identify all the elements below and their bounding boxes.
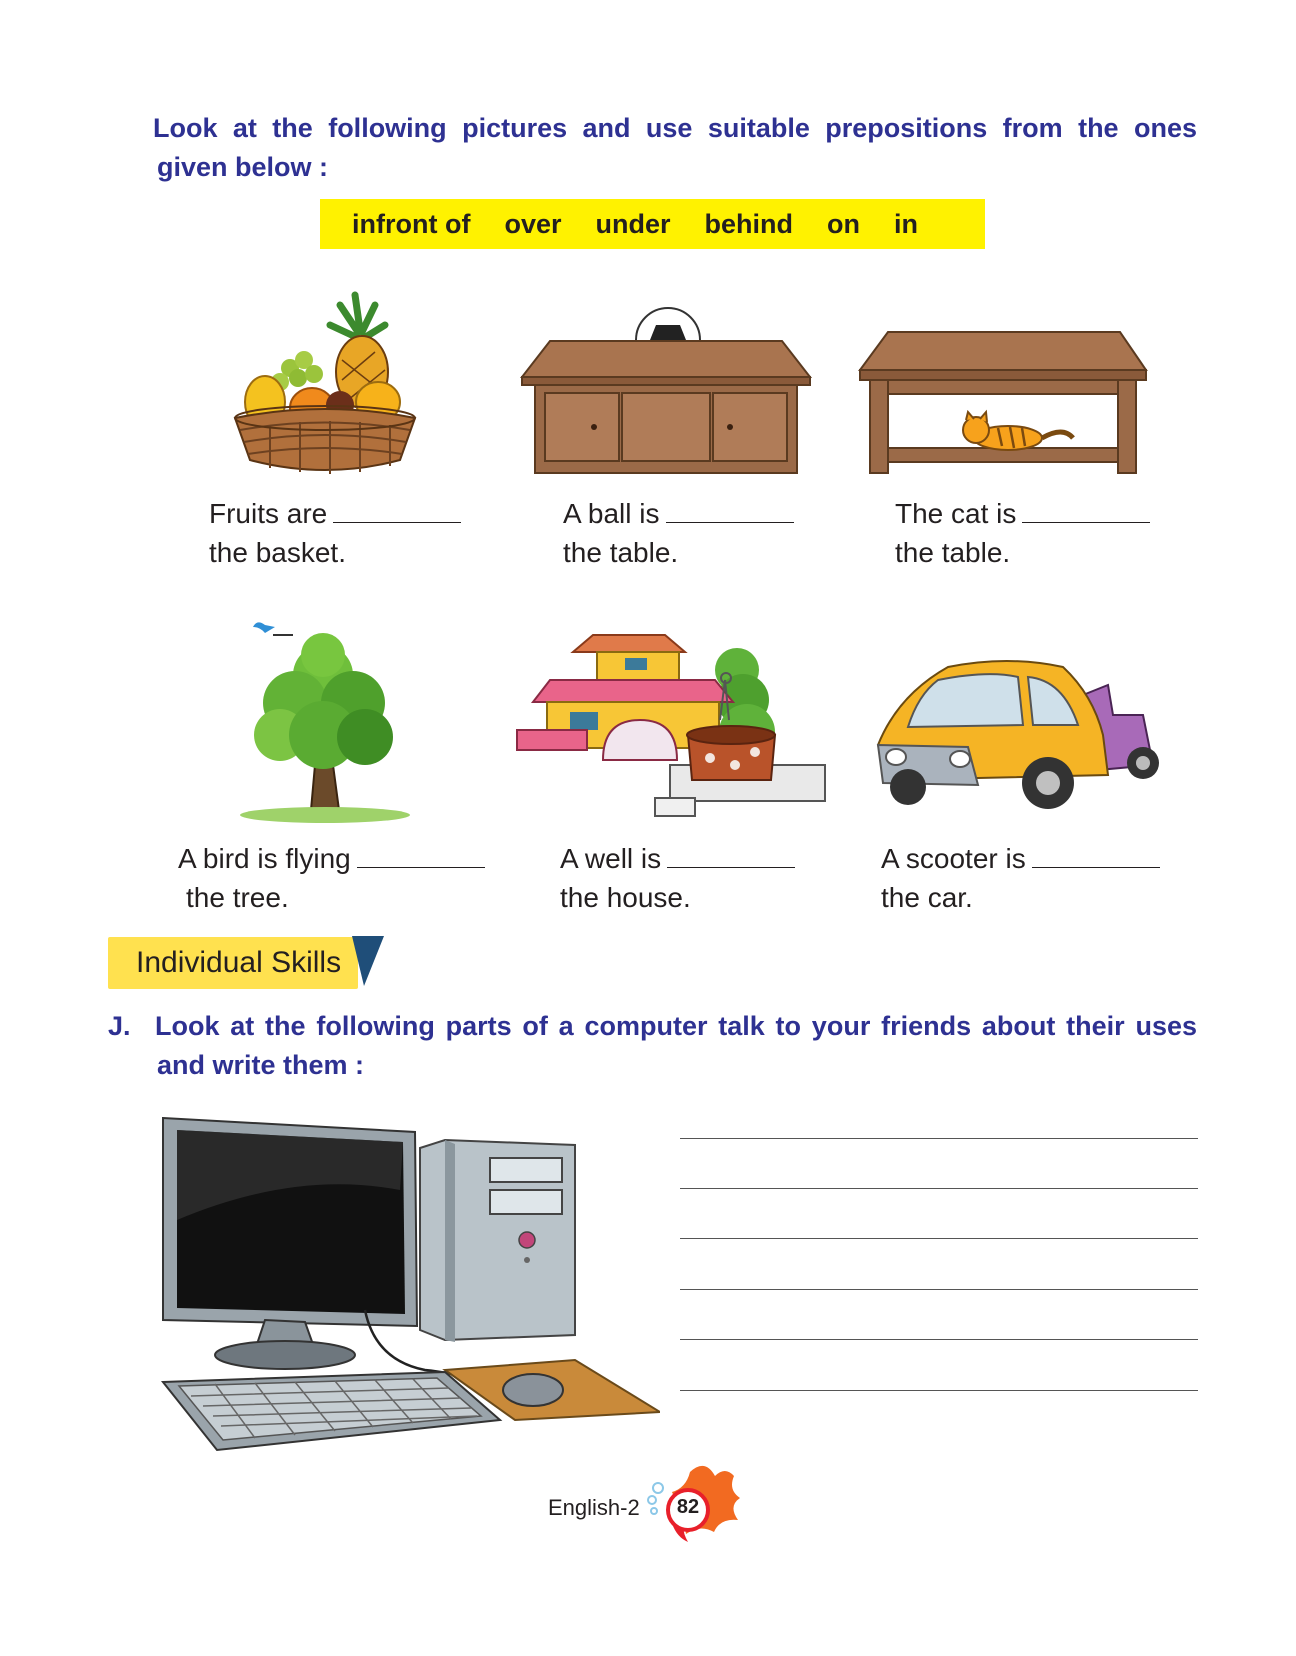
exercise-4-text: A bird is flying: [178, 843, 351, 874]
exercise-3-text: The cat is: [895, 498, 1017, 529]
answer-blank[interactable]: [333, 496, 461, 523]
cat-under-table-image: [858, 330, 1148, 475]
writing-line[interactable]: [680, 1238, 1198, 1239]
bird-over-tree-image: [235, 615, 415, 825]
banner-flag-icon: [350, 934, 386, 988]
well-in-front-of-house-image: [515, 620, 835, 825]
exercise-4: [178, 839, 485, 917]
exercise-1-text: Fruits are: [209, 498, 328, 529]
exercise-5-text-end: the house.: [560, 882, 691, 913]
exercise-4-text-end: the tree.: [186, 882, 289, 913]
writing-line[interactable]: [680, 1138, 1198, 1139]
exercise-5: [560, 839, 795, 917]
answer-blank[interactable]: [666, 496, 794, 523]
writing-line[interactable]: [680, 1390, 1198, 1391]
book-title: English-2: [548, 1495, 640, 1520]
instruction-line-2: given below :: [157, 152, 329, 182]
page-number: 82: [676, 1496, 700, 1518]
exercise-3-text-end: the table.: [895, 537, 1011, 568]
word-option: on: [827, 208, 861, 239]
individual-skills-banner: Individual Skills: [108, 937, 358, 989]
scooter-behind-car-image: [868, 655, 1163, 815]
question-j-line-1: Look at the following parts of a computer talk to your friends about their uses: [155, 1011, 1197, 1041]
exercise-3: [895, 494, 1150, 572]
question-j-label: J.: [108, 1011, 131, 1041]
fruit-basket-image: [230, 290, 420, 485]
writing-line[interactable]: [680, 1339, 1198, 1340]
word-option: infront of: [352, 208, 471, 239]
exercise-6: [881, 839, 1160, 917]
exercise-1-text-end: the basket.: [209, 537, 346, 568]
word-option: under: [595, 208, 671, 239]
exercise-2-text: A ball is: [563, 498, 660, 529]
exercise-5-text: A well is: [560, 843, 662, 874]
answer-blank[interactable]: [1022, 496, 1150, 523]
exercise-1: [209, 494, 461, 572]
answer-blank[interactable]: [357, 841, 485, 868]
ball-on-table-image: [520, 305, 820, 475]
desktop-computer-image: [155, 1110, 660, 1455]
word-option: in: [894, 208, 919, 239]
exercise-2-text-end: the table.: [563, 537, 679, 568]
word-bank: [320, 199, 985, 249]
word-option: behind: [704, 208, 794, 239]
exercise-6-text: A scooter is: [881, 843, 1026, 874]
exercise-2: [563, 494, 794, 572]
word-option: over: [504, 208, 562, 239]
answer-blank[interactable]: [1032, 841, 1160, 868]
instruction-line-1: Look at the following pictures and use suitable prepositions from the ones: [153, 113, 1197, 143]
writing-line[interactable]: [680, 1289, 1198, 1290]
exercise-6-text-end: the car.: [881, 882, 973, 913]
writing-line[interactable]: [680, 1188, 1198, 1189]
question-j-line-2: and write them :: [157, 1050, 365, 1080]
answer-blank[interactable]: [667, 841, 795, 868]
